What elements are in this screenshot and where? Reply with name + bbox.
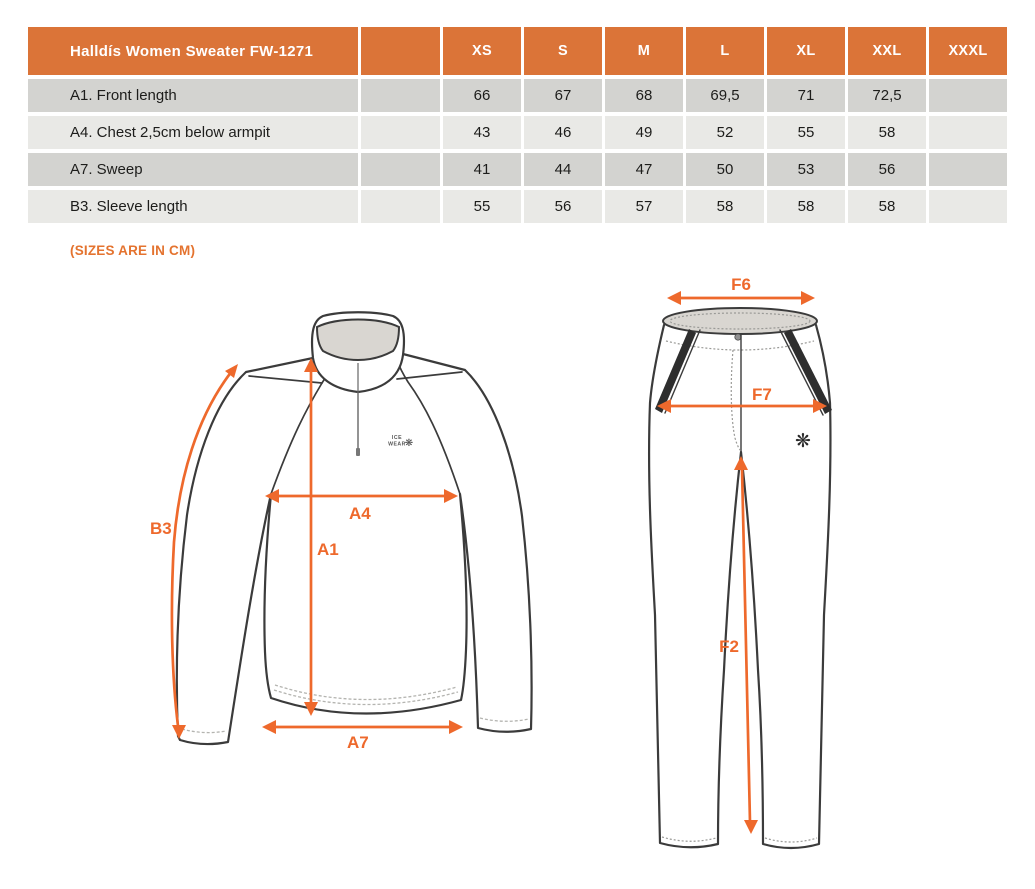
size-value: 53 (767, 153, 845, 186)
a7-label: A7 (347, 733, 369, 752)
logo-text-top: ICE (391, 435, 403, 441)
size-value: 44 (524, 153, 602, 186)
f7-label: F7 (752, 385, 772, 404)
logo-text-bottom: WEAR (388, 441, 406, 448)
snowflake-icon: ❋ (404, 438, 414, 449)
sweater-diagram (150, 312, 532, 752)
size-header-xs: XS (443, 27, 521, 75)
size-value: 69,5 (686, 79, 764, 112)
size-value: 52 (686, 116, 764, 149)
size-value: 58 (686, 190, 764, 223)
sizes-unit-note: (SIZES ARE IN CM) (70, 243, 196, 258)
zipper-pull (356, 448, 360, 456)
size-value: 56 (524, 190, 602, 223)
size-header-s: S (524, 27, 602, 75)
size-header-xl: XL (767, 27, 845, 75)
size-header-l: L (686, 27, 764, 75)
size-value: 66 (443, 79, 521, 112)
table-title: Halldís Women Sweater FW-1271 (28, 27, 358, 75)
f2-label: F2 (719, 637, 739, 656)
icewear-logo (388, 435, 413, 449)
size-value: 58 (767, 190, 845, 223)
size-value: 58 (848, 190, 926, 223)
f6-measure-arrow (667, 275, 815, 305)
size-value: 56 (848, 153, 926, 186)
size-value: 68 (605, 79, 683, 112)
size-value (929, 116, 1007, 149)
size-value: 72,5 (848, 79, 926, 112)
row-label: A7. Sweep (28, 153, 358, 186)
waist-button (735, 334, 741, 340)
size-value: 55 (443, 190, 521, 223)
row-label: B3. Sleeve length (28, 190, 358, 223)
size-header-xxxl: XXXL (929, 27, 1007, 75)
size-value: 71 (767, 79, 845, 112)
snowflake-icon: ❋ (795, 431, 811, 452)
size-header-m: M (605, 27, 683, 75)
waist-opening (663, 308, 817, 334)
header-spacer-cell (361, 27, 440, 75)
a4-label: A4 (349, 504, 371, 523)
size-value: 67 (524, 79, 602, 112)
a7-measure-arrow (262, 720, 463, 752)
size-value (929, 153, 1007, 186)
f6-label: F6 (731, 275, 751, 294)
pants-diagram (649, 275, 832, 848)
pants-body (649, 325, 830, 848)
size-value: 57 (605, 190, 683, 223)
size-header-xxl: XXL (848, 27, 926, 75)
size-value (929, 190, 1007, 223)
size-value: 58 (848, 116, 926, 149)
row-label: A1. Front length (28, 79, 358, 112)
size-value: 49 (605, 116, 683, 149)
size-value: 46 (524, 116, 602, 149)
size-value: 50 (686, 153, 764, 186)
a1-label: A1 (317, 540, 339, 559)
size-value: 43 (443, 116, 521, 149)
size-value: 55 (767, 116, 845, 149)
row-label: A4. Chest 2,5cm below armpit (28, 116, 358, 149)
spacer-cell (361, 79, 440, 112)
size-value: 47 (605, 153, 683, 186)
b3-label: B3 (150, 519, 172, 538)
sweater-body (177, 345, 532, 744)
size-value: 41 (443, 153, 521, 186)
size-value (929, 79, 1007, 112)
spacer-cell (361, 153, 440, 186)
spacer-cell (361, 116, 440, 149)
size-table (28, 27, 1007, 223)
spacer-cell (361, 190, 440, 223)
measurement-diagrams (0, 270, 1035, 889)
collar-inside (317, 320, 399, 361)
